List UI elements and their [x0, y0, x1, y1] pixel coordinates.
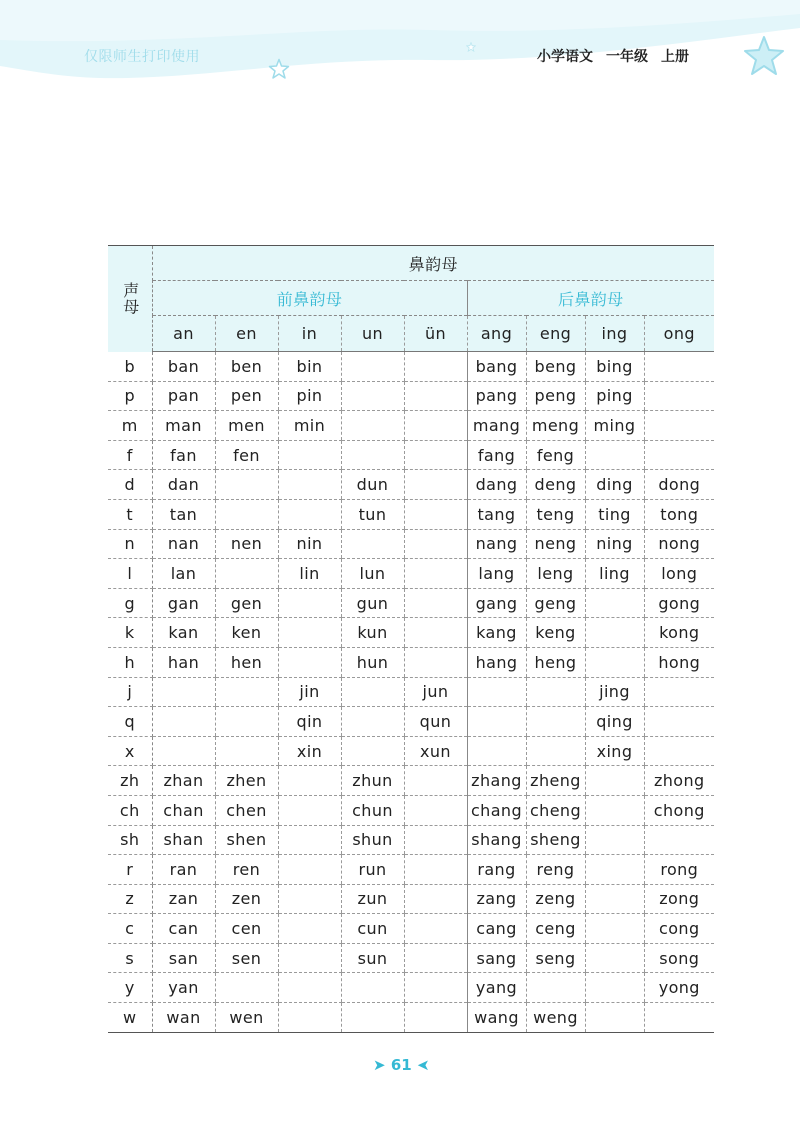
- small-star-icon: [268, 58, 290, 80]
- syllable-cell: pin: [278, 381, 341, 411]
- syllable-cell: cong: [644, 914, 714, 944]
- syllable-cell: [585, 884, 644, 914]
- syllable-cell: cang: [467, 914, 526, 944]
- final-header-4: ün: [404, 316, 467, 352]
- syllable-cell: chang: [467, 795, 526, 825]
- final-header-6: eng: [526, 316, 585, 352]
- syllable-cell: [341, 440, 404, 470]
- syllable-cell: nin: [278, 529, 341, 559]
- syllable-cell: [152, 707, 215, 737]
- grade-label: 一年级: [606, 49, 648, 65]
- syllable-cell: dan: [152, 470, 215, 500]
- syllable-cell: hong: [644, 647, 714, 677]
- syllable-cell: [278, 914, 341, 944]
- syllable-cell: [404, 1003, 467, 1033]
- syllable-cell: fang: [467, 440, 526, 470]
- syllable-cell: hun: [341, 647, 404, 677]
- syllable-cell: [404, 559, 467, 589]
- syllable-cell: ran: [152, 855, 215, 885]
- bi-yunmu-header: 鼻韵母: [152, 246, 714, 281]
- syllable-cell: fan: [152, 440, 215, 470]
- syllable-cell: qing: [585, 707, 644, 737]
- syllable-cell: [585, 647, 644, 677]
- shengmu-cell: k: [108, 618, 152, 648]
- syllable-cell: [404, 618, 467, 648]
- syllable-cell: [404, 352, 467, 382]
- syllable-cell: seng: [526, 943, 585, 973]
- syllable-cell: [278, 588, 341, 618]
- syllable-cell: [404, 766, 467, 796]
- syllable-cell: [215, 677, 278, 707]
- final-header-7: ing: [585, 316, 644, 352]
- syllable-cell: [644, 677, 714, 707]
- syllable-cell: jing: [585, 677, 644, 707]
- final-header-5: ang: [467, 316, 526, 352]
- page-number: [373, 1056, 430, 1074]
- syllable-cell: [404, 440, 467, 470]
- final-header-0: an: [152, 316, 215, 352]
- syllable-cell: tong: [644, 499, 714, 529]
- table-row: [108, 352, 714, 382]
- syllable-cell: feng: [526, 440, 585, 470]
- syllable-cell: pang: [467, 381, 526, 411]
- syllable-cell: [644, 411, 714, 441]
- syllable-cell: [644, 1003, 714, 1033]
- shengmu-cell: d: [108, 470, 152, 500]
- syllable-cell: nan: [152, 529, 215, 559]
- shengmu-cell: y: [108, 973, 152, 1003]
- syllable-cell: man: [152, 411, 215, 441]
- syllable-cell: sheng: [526, 825, 585, 855]
- shengmu-cell: q: [108, 707, 152, 737]
- shengmu-cell: m: [108, 411, 152, 441]
- syllable-cell: nang: [467, 529, 526, 559]
- final-header-2: in: [278, 316, 341, 352]
- left-arrow-icon: ➤: [373, 1056, 386, 1074]
- syllable-cell: jun: [404, 677, 467, 707]
- syllable-cell: [341, 736, 404, 766]
- syllable-cell: kong: [644, 618, 714, 648]
- shengmu-cell: b: [108, 352, 152, 382]
- syllable-cell: kang: [467, 618, 526, 648]
- syllable-cell: gen: [215, 588, 278, 618]
- syllable-cell: zheng: [526, 766, 585, 796]
- syllable-cell: lan: [152, 559, 215, 589]
- syllable-cell: zeng: [526, 884, 585, 914]
- syllable-cell: shen: [215, 825, 278, 855]
- syllable-cell: ren: [215, 855, 278, 885]
- syllable-cell: dong: [644, 470, 714, 500]
- shengmu-cell: t: [108, 499, 152, 529]
- syllable-cell: nen: [215, 529, 278, 559]
- syllable-cell: [585, 973, 644, 1003]
- syllable-cell: [585, 825, 644, 855]
- syllable-cell: dun: [341, 470, 404, 500]
- syllable-cell: [215, 499, 278, 529]
- syllable-cell: [215, 736, 278, 766]
- syllable-cell: [341, 529, 404, 559]
- syllable-cell: wan: [152, 1003, 215, 1033]
- syllable-cell: mang: [467, 411, 526, 441]
- syllable-cell: [585, 1003, 644, 1033]
- syllable-cell: [467, 677, 526, 707]
- syllable-cell: chan: [152, 795, 215, 825]
- final-header-8: ong: [644, 316, 714, 352]
- syllable-cell: [278, 499, 341, 529]
- syllable-cell: ban: [152, 352, 215, 382]
- syllable-cell: tang: [467, 499, 526, 529]
- table-row: [108, 973, 714, 1003]
- syllable-cell: ning: [585, 529, 644, 559]
- syllable-cell: ping: [585, 381, 644, 411]
- syllable-cell: neng: [526, 529, 585, 559]
- syllable-cell: [278, 795, 341, 825]
- syllable-cell: geng: [526, 588, 585, 618]
- syllable-cell: [644, 381, 714, 411]
- syllable-cell: [278, 884, 341, 914]
- syllable-cell: [585, 440, 644, 470]
- syllable-cell: cun: [341, 914, 404, 944]
- syllable-cell: reng: [526, 855, 585, 885]
- syllable-cell: [404, 973, 467, 1003]
- book-info: [537, 46, 689, 66]
- table-row: [108, 647, 714, 677]
- syllable-cell: [278, 1003, 341, 1033]
- shengmu-cell: sh: [108, 825, 152, 855]
- syllable-cell: zong: [644, 884, 714, 914]
- syllable-cell: zang: [467, 884, 526, 914]
- syllable-cell: [585, 766, 644, 796]
- syllable-cell: zun: [341, 884, 404, 914]
- front-nasal-header: 前鼻韵母: [152, 281, 467, 316]
- syllable-cell: [404, 884, 467, 914]
- syllable-cell: chen: [215, 795, 278, 825]
- syllable-cell: ding: [585, 470, 644, 500]
- syllable-cell: [341, 707, 404, 737]
- shengmu-cell: s: [108, 943, 152, 973]
- syllable-cell: hang: [467, 647, 526, 677]
- shengmu-cell: h: [108, 647, 152, 677]
- syllable-cell: xing: [585, 736, 644, 766]
- syllable-cell: zen: [215, 884, 278, 914]
- syllable-cell: [644, 736, 714, 766]
- syllable-cell: han: [152, 647, 215, 677]
- rear-nasal-header: 后鼻韵母: [467, 281, 714, 316]
- syllable-cell: can: [152, 914, 215, 944]
- shengmu-cell: p: [108, 381, 152, 411]
- shengmu-cell: f: [108, 440, 152, 470]
- shengmu-cell: j: [108, 677, 152, 707]
- subject-label: 小学语文: [537, 49, 593, 65]
- syllable-cell: [526, 973, 585, 1003]
- syllable-cell: [644, 352, 714, 382]
- syllable-cell: [585, 588, 644, 618]
- shengmu-cell: c: [108, 914, 152, 944]
- table-row: [108, 795, 714, 825]
- syllable-cell: [526, 736, 585, 766]
- syllable-cell: hen: [215, 647, 278, 677]
- syllable-cell: [278, 973, 341, 1003]
- syllable-cell: [152, 736, 215, 766]
- table-row: [108, 766, 714, 796]
- syllable-cell: meng: [526, 411, 585, 441]
- print-watermark: 仅限师生打印使用: [84, 49, 200, 65]
- syllable-cell: [526, 707, 585, 737]
- syllable-cell: xin: [278, 736, 341, 766]
- star-icon: [742, 34, 786, 78]
- syllable-cell: pen: [215, 381, 278, 411]
- syllable-cell: gan: [152, 588, 215, 618]
- syllable-cell: [278, 855, 341, 885]
- header-wave-background: [0, 0, 800, 90]
- syllable-cell: fen: [215, 440, 278, 470]
- finals-header-row: [108, 316, 714, 352]
- syllable-cell: men: [215, 411, 278, 441]
- syllable-cell: peng: [526, 381, 585, 411]
- table-row: [108, 559, 714, 589]
- syllable-cell: [467, 707, 526, 737]
- syllable-cell: qin: [278, 707, 341, 737]
- syllable-cell: [341, 411, 404, 441]
- syllable-cell: kun: [341, 618, 404, 648]
- syllable-cell: sen: [215, 943, 278, 973]
- syllable-cell: ceng: [526, 914, 585, 944]
- syllable-cell: lin: [278, 559, 341, 589]
- page-header: [0, 0, 800, 90]
- syllable-cell: lang: [467, 559, 526, 589]
- syllable-cell: [278, 440, 341, 470]
- syllable-cell: [341, 381, 404, 411]
- syllable-cell: [404, 943, 467, 973]
- syllable-cell: teng: [526, 499, 585, 529]
- syllable-cell: [404, 470, 467, 500]
- page-number-text: 61: [390, 1056, 412, 1074]
- right-arrow-icon: ➤: [416, 1056, 430, 1074]
- syllable-cell: cheng: [526, 795, 585, 825]
- shengmu-cell: r: [108, 855, 152, 885]
- syllable-cell: [585, 914, 644, 944]
- shengmu-cell: zh: [108, 766, 152, 796]
- table-row: [108, 499, 714, 529]
- shengmu-cell: n: [108, 529, 152, 559]
- table-row: [108, 411, 714, 441]
- syllable-cell: zhong: [644, 766, 714, 796]
- syllable-cell: beng: [526, 352, 585, 382]
- table-row: [108, 736, 714, 766]
- syllable-cell: yang: [467, 973, 526, 1003]
- table-row: [108, 884, 714, 914]
- syllable-cell: [404, 914, 467, 944]
- syllable-cell: keng: [526, 618, 585, 648]
- syllable-cell: [404, 529, 467, 559]
- syllable-cell: gong: [644, 588, 714, 618]
- syllable-cell: chun: [341, 795, 404, 825]
- syllable-cell: shang: [467, 825, 526, 855]
- syllable-cell: [585, 855, 644, 885]
- syllable-cell: qun: [404, 707, 467, 737]
- table-row: [108, 707, 714, 737]
- syllable-cell: zhen: [215, 766, 278, 796]
- shengmu-cell: z: [108, 884, 152, 914]
- syllable-cell: ben: [215, 352, 278, 382]
- syllable-cell: [278, 943, 341, 973]
- syllable-cell: yan: [152, 973, 215, 1003]
- final-header-3: un: [341, 316, 404, 352]
- syllable-cell: [341, 973, 404, 1003]
- final-header-1: en: [215, 316, 278, 352]
- table-row: [108, 470, 714, 500]
- syllable-cell: [278, 618, 341, 648]
- shengmu-cell: ch: [108, 795, 152, 825]
- syllable-cell: [404, 411, 467, 441]
- syllable-cell: ming: [585, 411, 644, 441]
- syllable-cell: xun: [404, 736, 467, 766]
- syllable-cell: [215, 470, 278, 500]
- syllable-cell: zan: [152, 884, 215, 914]
- volume-label: 上册: [661, 49, 689, 65]
- syllable-cell: [404, 588, 467, 618]
- syllable-cell: rong: [644, 855, 714, 885]
- table-row: [108, 855, 714, 885]
- syllable-cell: [341, 352, 404, 382]
- syllable-cell: ling: [585, 559, 644, 589]
- table-row: [108, 381, 714, 411]
- syllable-cell: run: [341, 855, 404, 885]
- pinyin-table: [108, 245, 714, 1033]
- syllable-cell: ting: [585, 499, 644, 529]
- syllable-cell: nong: [644, 529, 714, 559]
- syllable-cell: zhun: [341, 766, 404, 796]
- syllable-cell: [341, 1003, 404, 1033]
- syllable-cell: chong: [644, 795, 714, 825]
- syllable-cell: [526, 677, 585, 707]
- syllable-cell: shun: [341, 825, 404, 855]
- syllable-cell: long: [644, 559, 714, 589]
- syllable-cell: [215, 973, 278, 1003]
- syllable-cell: [278, 470, 341, 500]
- syllable-cell: min: [278, 411, 341, 441]
- syllable-cell: san: [152, 943, 215, 973]
- syllable-cell: [341, 677, 404, 707]
- syllable-cell: tun: [341, 499, 404, 529]
- syllable-cell: dang: [467, 470, 526, 500]
- table-row: [108, 677, 714, 707]
- tiny-star-icon: [466, 42, 476, 52]
- shengmu-cell: l: [108, 559, 152, 589]
- table-row: [108, 914, 714, 944]
- table-row: [108, 943, 714, 973]
- syllable-cell: [585, 618, 644, 648]
- syllable-cell: gun: [341, 588, 404, 618]
- syllable-cell: deng: [526, 470, 585, 500]
- syllable-cell: [644, 707, 714, 737]
- syllable-cell: weng: [526, 1003, 585, 1033]
- syllable-cell: kan: [152, 618, 215, 648]
- syllable-cell: jin: [278, 677, 341, 707]
- syllable-cell: sang: [467, 943, 526, 973]
- syllable-cell: [644, 825, 714, 855]
- table-row: [108, 588, 714, 618]
- syllable-cell: gang: [467, 588, 526, 618]
- syllable-cell: [215, 559, 278, 589]
- table-row: [108, 529, 714, 559]
- syllable-cell: rang: [467, 855, 526, 885]
- syllable-cell: yong: [644, 973, 714, 1003]
- syllable-cell: [152, 677, 215, 707]
- syllable-cell: ken: [215, 618, 278, 648]
- syllable-cell: [404, 647, 467, 677]
- syllable-cell: [404, 855, 467, 885]
- shengmu-header: 声母: [108, 246, 152, 352]
- syllable-cell: heng: [526, 647, 585, 677]
- table-row: [108, 825, 714, 855]
- syllable-cell: bang: [467, 352, 526, 382]
- syllable-cell: wen: [215, 1003, 278, 1033]
- syllable-cell: zhan: [152, 766, 215, 796]
- syllable-cell: bin: [278, 352, 341, 382]
- shengmu-cell: x: [108, 736, 152, 766]
- syllable-cell: song: [644, 943, 714, 973]
- syllable-cell: lun: [341, 559, 404, 589]
- syllable-cell: cen: [215, 914, 278, 944]
- table-row: [108, 1003, 714, 1033]
- syllable-cell: [404, 499, 467, 529]
- table-body: [108, 352, 714, 1033]
- table-row: [108, 618, 714, 648]
- syllable-cell: leng: [526, 559, 585, 589]
- syllable-cell: sun: [341, 943, 404, 973]
- syllable-cell: pan: [152, 381, 215, 411]
- shengmu-cell: g: [108, 588, 152, 618]
- syllable-cell: zhang: [467, 766, 526, 796]
- syllable-cell: [278, 766, 341, 796]
- syllable-cell: [215, 707, 278, 737]
- syllable-cell: [467, 736, 526, 766]
- syllable-cell: [585, 943, 644, 973]
- shengmu-cell: w: [108, 1003, 152, 1033]
- syllable-cell: [585, 795, 644, 825]
- syllable-cell: wang: [467, 1003, 526, 1033]
- syllable-cell: tan: [152, 499, 215, 529]
- syllable-cell: shan: [152, 825, 215, 855]
- syllable-cell: [278, 825, 341, 855]
- syllable-cell: [404, 381, 467, 411]
- syllable-cell: bing: [585, 352, 644, 382]
- syllable-cell: [404, 795, 467, 825]
- table-row: [108, 440, 714, 470]
- syllable-cell: [644, 440, 714, 470]
- syllable-cell: [278, 647, 341, 677]
- syllable-cell: [404, 825, 467, 855]
